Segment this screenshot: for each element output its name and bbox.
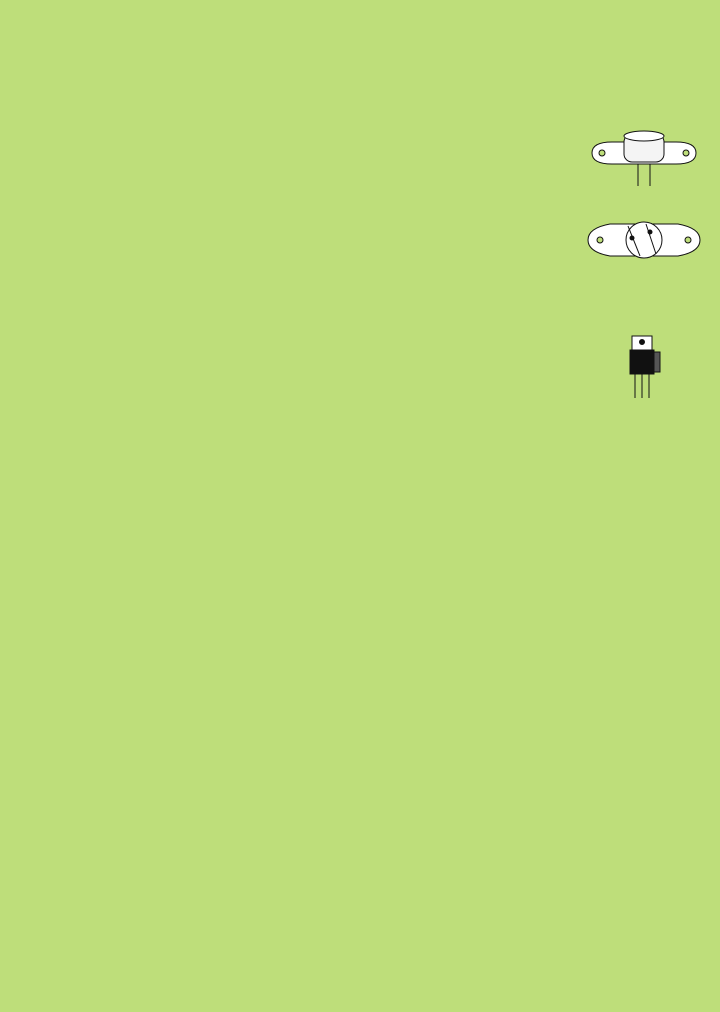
to3-package-drawing [580,128,710,278]
to220-package-drawing [618,332,678,422]
to220-body [630,350,654,374]
